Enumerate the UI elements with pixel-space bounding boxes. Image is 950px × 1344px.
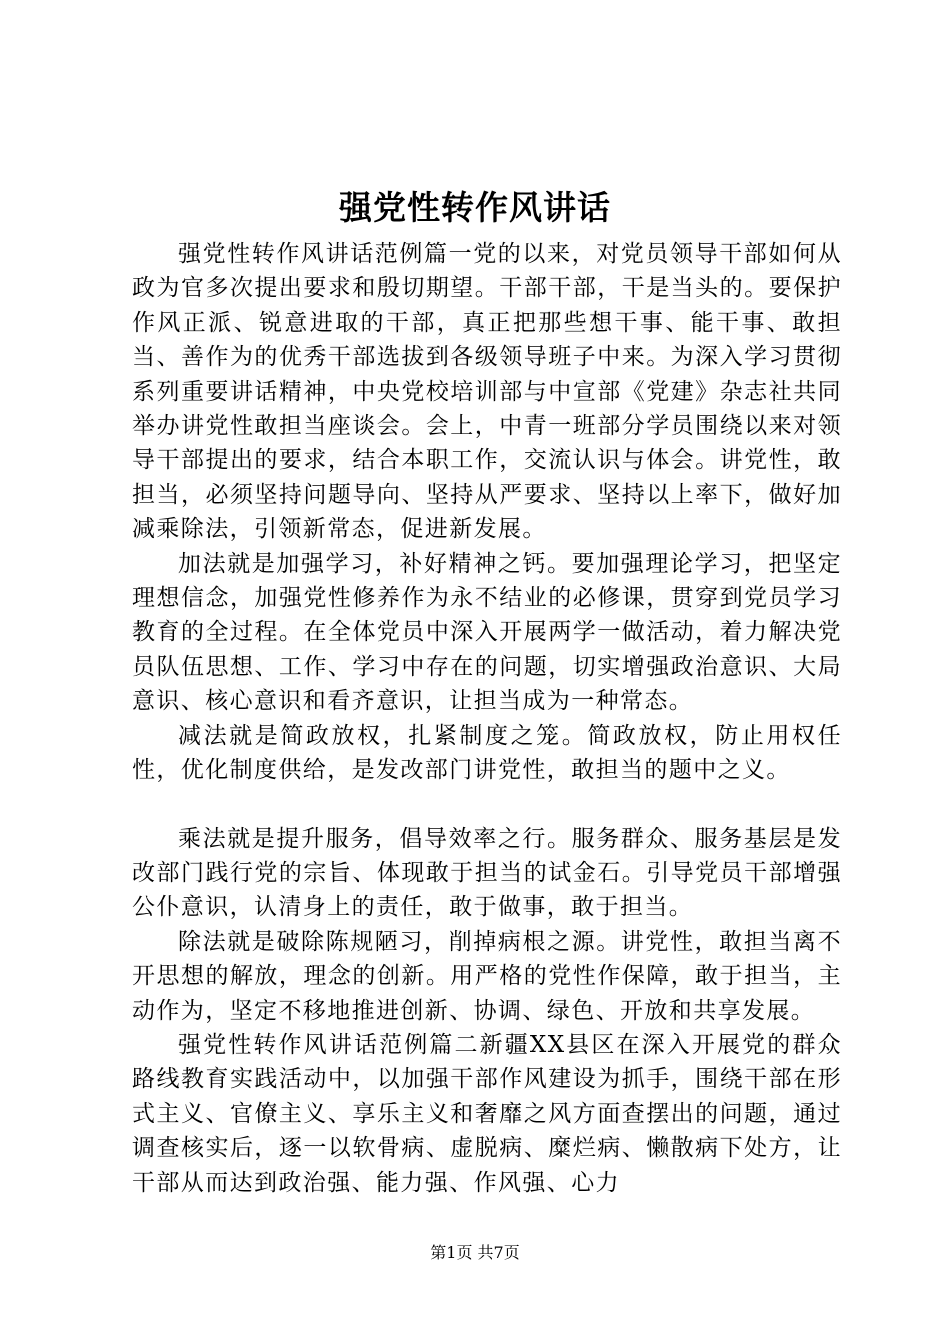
page-number-footer: 第1页 共7页 — [430, 1243, 520, 1262]
paragraph-6: 强党性转作风讲话范例篇二新疆XX县区在深入开展党的群众路线教育实践活动中，以加强干部作风建设为抓手，围绕干部在形式主义、官僚主义、享乐主义和奢靡之风方面查摆出的问题，通过调查核实后，逐一以软骨病、虚脱病、糜烂病、懒散病下处方，让干部从而达到政治强、能力强、作风强、心力 — [132, 1031, 842, 1196]
document-title: 强党性转作风讲话 — [339, 188, 611, 227]
document-body — [132, 237, 842, 1200]
paragraph-5: 除法就是破除陈规陋习，削掉病根之源。讲党性，敢担当离不开思想的解放，理念的创新。用严格的党性作保障，敢于担当，主动作为，坚定不移地推进创新、协调、绿色、开放和共享发展。 — [132, 928, 842, 1024]
paragraph-2: 加法就是加强学习，补好精神之钙。要加强理论学习，把坚定理想信念，加强党性修养作为永不结业的必修课，贯穿到党员学习教育的全过程。在全体党员中深入开展两学一做活动，着力解决党员队伍思想、工作、学习中存在的问题，切实增强政治意识、大局意识、核心意识和看齐意识，让担当成为一种常态。 — [132, 550, 842, 715]
paragraph-1: 强党性转作风讲话范例篇一党的以来，对党员领导干部如何从政为官多次提出要求和殷切期望。干部干部，干是当头的。要保护作风正派、锐意进取的干部，真正把那些想干事、能干事、敢担当、善作为的优秀干部选拔到各级领导班子中来。为深入学习贯彻系列重要讲话精神，中央党校培训部与中宣部《党建》杂志社共同举办讲党性敢担当座谈会。会上，中青一班部分学员围绕以来对领导干部提出的要求，结合本职工作，交流认识与体会。讲党性，敢担当，必须坚持问题导向、坚持从严要求、坚持以上率下，做好加减乘除法，引领新常态，促进新发展。 — [132, 241, 842, 543]
paragraph-4: 乘法就是提升服务，倡导效率之行。服务群众、服务基层是发改部门践行党的宗旨、体现敢于担当的试金石。引导党员干部增强公仆意识，认清身上的责任，敢于做事，敢于担当。 — [132, 825, 842, 921]
paragraph-3: 减法就是简政放权，扎紧制度之笼。简政放权，防止用权任性，优化制度供给，是发改部门讲党性，敢担当的题中之义。 — [132, 722, 842, 784]
